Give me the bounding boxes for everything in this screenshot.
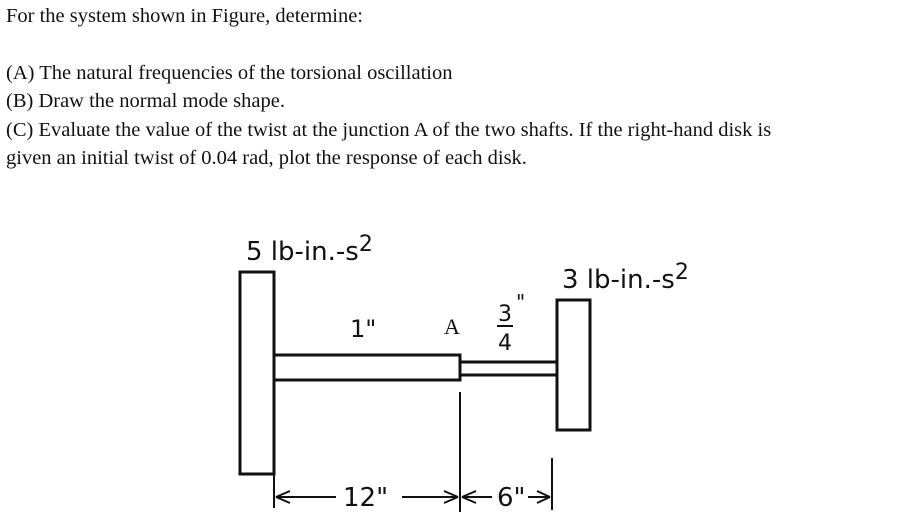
left-disk [240,272,274,474]
problem-part-c-line1: (C) Evaluate the value of the twist at the junction A of the two shafts. If the right-hand disk is [6,118,772,141]
right-disk-inertia-label: 3 $lb-in.-s^2$ [562,260,689,295]
right-shaft-diameter-denominator: 4 [498,331,512,356]
problem-part-a: (A) The natural frequencies of the torsional oscillation [6,61,453,84]
left-shaft-length-label: 12" [343,483,389,513]
problem-part-c-line2: given an initial twist of 0.04 rad, plot the response of each disk. [6,147,527,169]
right-shaft-length-label: 6" [497,483,526,513]
left-disk-inertia-label: 5 $lb-in.-s^2$ [246,232,373,267]
left-shaft [274,355,460,380]
left-shaft-diameter-label: 1" [350,315,377,343]
right-shaft-diameter-unit: " [516,290,526,314]
junction-label: A [444,314,460,339]
problem-part-b: (B) Draw the normal mode shape. [6,90,285,112]
problem-intro: For the system shown in Figure, determine: [6,5,363,27]
right-shaft-diameter-numerator: 3 [498,302,512,327]
right-disk [557,300,590,430]
right-shaft [460,362,557,375]
